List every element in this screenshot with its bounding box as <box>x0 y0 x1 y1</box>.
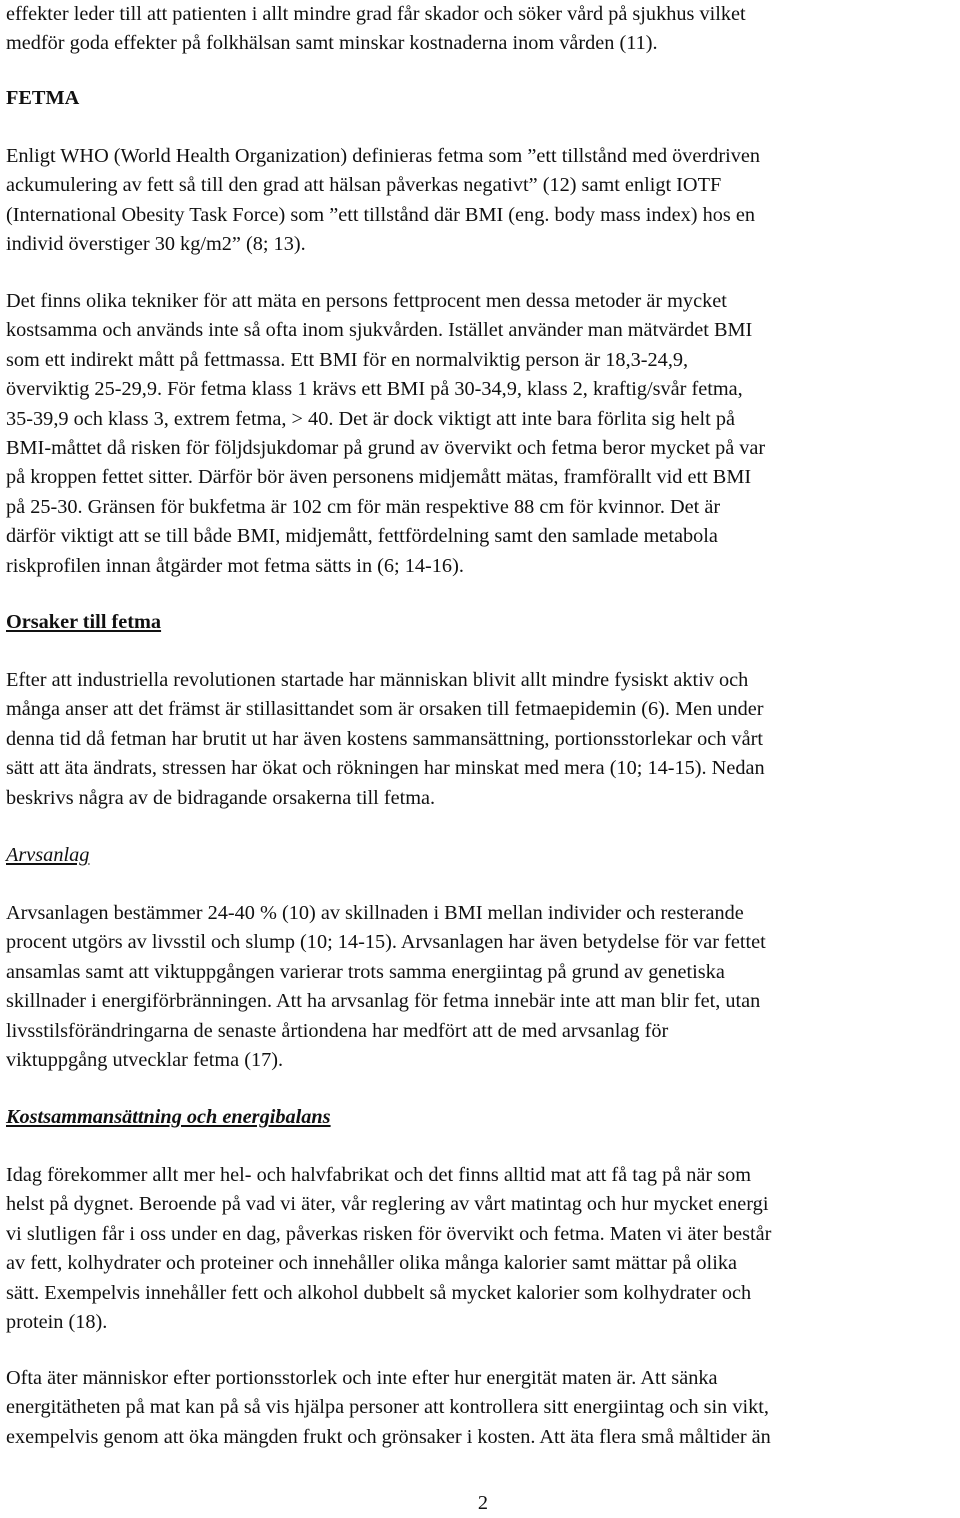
text-line: överviktig 25-29,9. För fetma klass 1 krävs ett BMI på 30-34,9, klass 2, kraftig/svår fetma, <box>6 378 743 401</box>
text-line: riskprofilen innan åtgärder mot fetma sätts in (6; 14-16). <box>6 554 464 577</box>
text-line: av fett, kolhydrater och proteiner och innehåller olika många kalorier samt mättar på olika <box>6 1252 737 1275</box>
text-line: därför viktigt att se till både BMI, midjemått, fettfördelning samt den samlade metabola <box>6 525 718 548</box>
text-line: på kroppen fettet sitter. Därför bör även personens midjemått mätas, framförallt vid ett BMI <box>6 466 752 489</box>
text-line: procent utgörs av livsstil och slump (10; 14-15). Arvsanlagen har även betydelse för var fettet <box>6 931 766 954</box>
text-line: protein (18). <box>6 1310 108 1333</box>
text-line: denna tid då fetman har brutit ut har även kostens sammansättning, portionsstorlekar och vårt <box>6 727 763 750</box>
section-heading-fetma: FETMA <box>6 87 80 109</box>
text-line: Arvsanlagen bestämmer 24-40 % (10) av skillnaden i BMI mellan individer och resterande <box>6 902 744 924</box>
text-line: BMI-måttet då risken för följdsjukdomar på grund av övervikt och fetma beror mycket på var <box>6 436 766 459</box>
text-line: (International Obesity Task Force) som ”ett tillstånd där BMI (eng. body mass index) hos en <box>6 203 756 226</box>
text-line: sätt. Exempelvis innehåller fett och alkohol dubbelt så mycket kalorier som kolhydrater och <box>6 1281 752 1304</box>
text-line: exempelvis genom att öka mängden frukt och grönsaker i kosten. Att äta flera små måltider än <box>6 1425 771 1448</box>
fetma-paragraph-bmi <box>6 287 765 581</box>
text-line: helst på dygnet. Beroende på vad vi äter, vår reglering av vårt matintag och hur mycket energi <box>6 1193 769 1216</box>
text-line: viktuppgång utvecklar fetma (17). <box>6 1048 284 1071</box>
page-number: 2 <box>477 1492 489 1514</box>
text-line: på 25-30. Gränsen för bukfetma är 102 cm för män respektive 88 cm för kvinnor. Det är <box>6 495 721 518</box>
text-line: kostsamma och används inte så ofta inom sjukvården. Istället använder man mätvärdet BMI <box>6 319 753 342</box>
text-line: Det finns olika tekniker för att mäta en persons fettprocent men dessa metoder är mycket <box>6 290 727 312</box>
text-line: energitätheten på mat kan på så vis hjälpa personer att kontrollera sitt energiintag och sin vikt, <box>6 1396 769 1419</box>
text-line: individ överstiger 30 kg/m2” (8; 13). <box>6 233 306 256</box>
text-line: Efter att industriella revolutionen startade har människan blivit allt mindre fysiskt aktiv och <box>6 669 749 691</box>
text-line: skillnader i energiförbränningen. Att ha arvsanlag för fetma innebär inte att man blir fet, utan <box>6 990 761 1013</box>
text-line: sätt att äta ändrats, stressen har ökat och rökningen har minskat med mera (10; 14-15). Nedan <box>6 757 765 780</box>
text-line: som ett indirekt mått på fettmassa. Ett BMI för en normalviktig person är 18,3-24,9, <box>6 348 689 371</box>
text-line: många anser att det främst är stillasittandet som är orsaken till fetmaepidemin (6). Men under <box>6 698 764 721</box>
kost-paragraph-1 <box>6 1161 771 1337</box>
subsection-heading-arvsanlag: Arvsanlag <box>6 844 90 866</box>
text-line: 35-39,9 och klass 3, extrem fetma, > 40. Det är dock viktigt att inte bara förlita sig helt på <box>6 407 735 430</box>
arvsanlag-paragraph <box>6 899 766 1075</box>
text-line: beskrivs några av de bidragande orsakerna till fetma. <box>6 786 436 809</box>
subsection-heading-kost: Kostsammansättning och energibalans <box>6 1106 331 1128</box>
section-heading-orsaker: Orsaker till fetma <box>6 611 162 633</box>
text-line: Enligt WHO (World Health Organization) definieras fetma som ”ett tillstånd med överdriven <box>6 145 760 167</box>
text-line: medför goda effekter på folkhälsan samt minskar kostnaderna inom vården (11). <box>6 32 658 55</box>
text-line: ansamlas samt att viktuppgången varierar trots samma energiintag på grund av genetiska <box>6 960 725 983</box>
text-line: Idag förekommer allt mer hel- och halvfabrikat och det finns alltid mat att få tag på när som <box>6 1164 752 1186</box>
intro-paragraph <box>6 0 746 59</box>
kost-paragraph-2 <box>6 1364 771 1452</box>
text-line: livsstilsförändringarna de senaste årtiondena har medfört att de med arvsanlag för <box>6 1019 669 1042</box>
text-line: effekter leder till att patienten i allt mindre grad får skador och söker vård på sjukhus vilket <box>6 3 746 25</box>
text-line: ackumulering av fett så till den grad att hälsan påverkas negativt” (12) samt enligt IOTF <box>6 174 722 197</box>
fetma-paragraph-definition <box>6 142 760 260</box>
text-line: Ofta äter människor efter portionsstorlek och inte efter hur energität maten är. Att sänka <box>6 1367 718 1389</box>
orsaker-paragraph <box>6 666 765 813</box>
text-line: vi slutligen får i oss under en dag, påverkas risken för övervikt och fetma. Maten vi äter består <box>6 1222 772 1245</box>
